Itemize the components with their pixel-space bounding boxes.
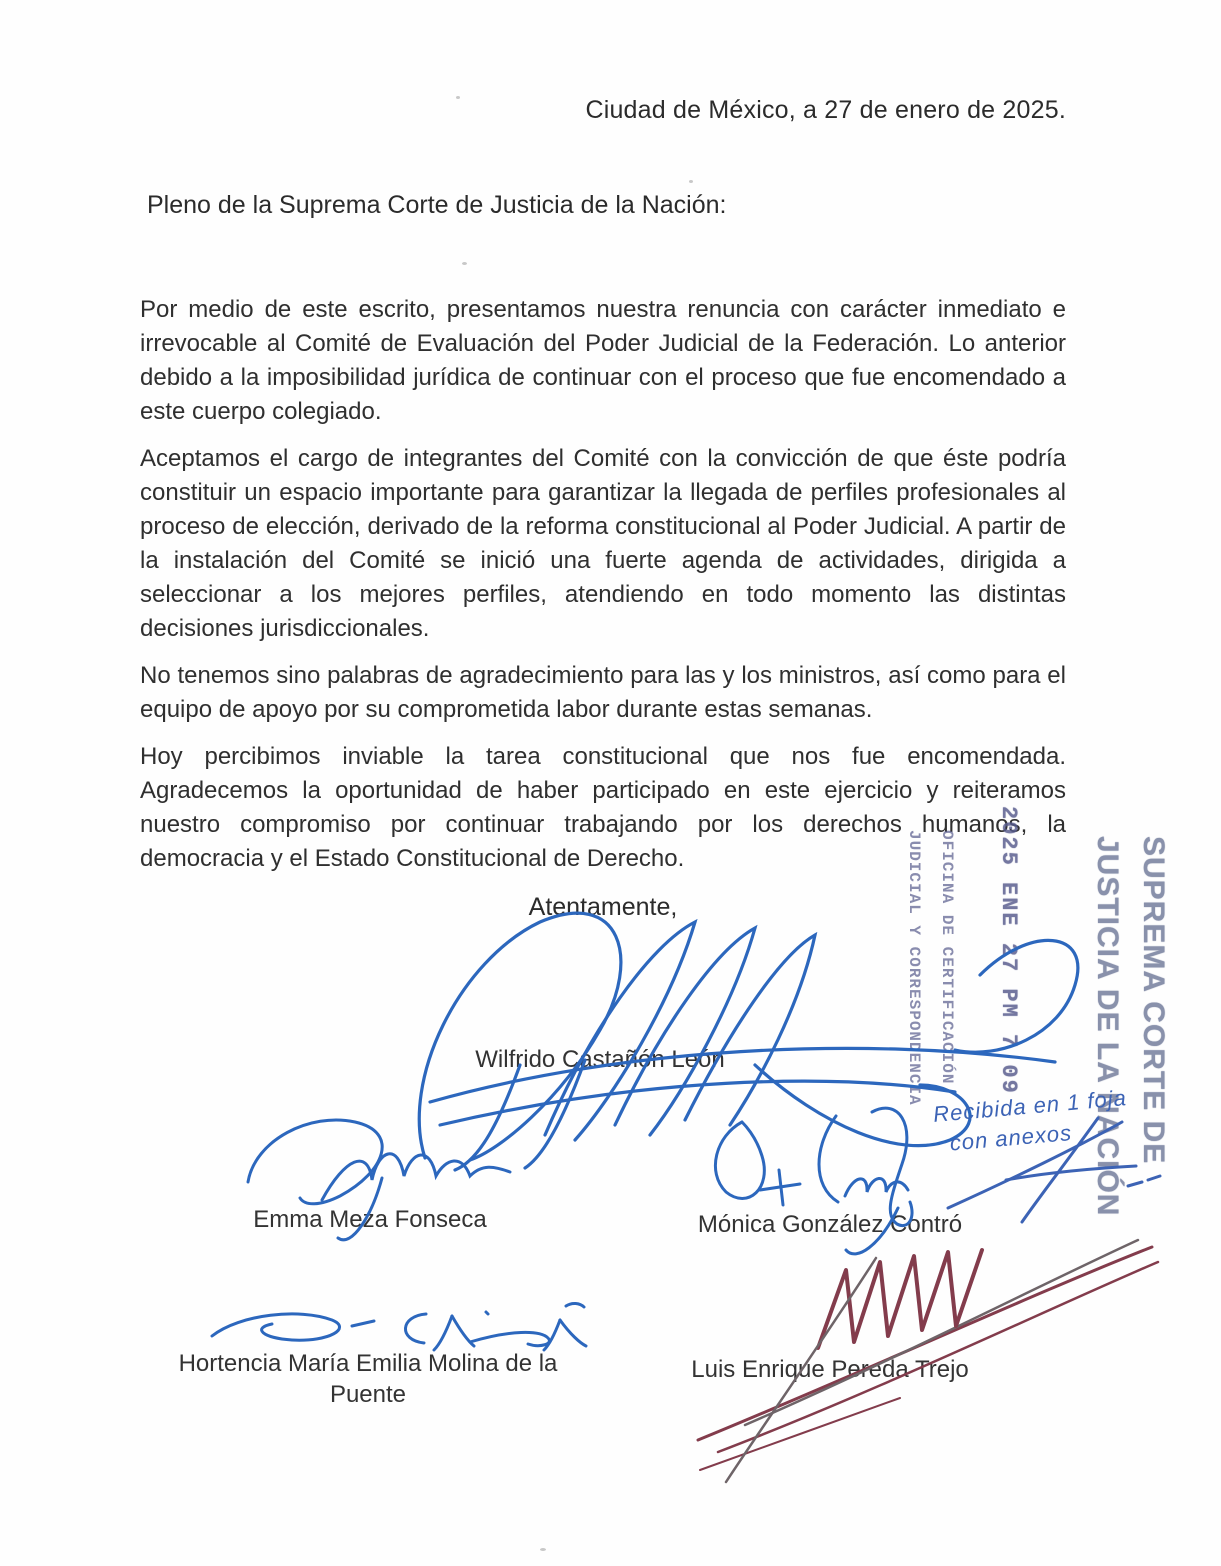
received-stamp-office: [897, 830, 963, 1106]
scan-speck: [456, 96, 460, 99]
paragraph-4: Hoy percibimos inviable la tarea constitucional que nos fue encomendada. Agradecemos la oportunidad de haber participado en este ejercicio y reiteramos nuestro compromiso por continuar trabajando por los derechos humanos, la democracia y el Estado Constitucional de Derecho.: [140, 743, 1066, 872]
recipient-line: Pleno de la Suprema Corte de Justicia de la Nación:: [147, 191, 727, 219]
scan-speck: [689, 180, 693, 183]
handwritten-note-line1: Recibida en 1 foja: [932, 1085, 1128, 1127]
scan-speck: [462, 262, 467, 265]
signature-hortencia: [212, 1303, 586, 1350]
closing-salutation: Atentamente,: [528, 893, 678, 921]
signatory-name-monica: Mónica González Contró: [697, 1211, 963, 1238]
scjn-stamp: [1084, 836, 1176, 1216]
scan-speck: [540, 1548, 546, 1551]
letter-body: [140, 293, 1066, 889]
paragraph-3: No tenemos sino palabras de agradecimiento para las y los ministros, así como para el equipo de apoyo por su comprometida labor durante estas semanas.: [140, 662, 1066, 723]
signatory-name-luis: Luis Enrique Pereda Trejo: [691, 1356, 969, 1383]
paragraph-2: Aceptamos el cargo de integrantes del Comité con la convicción de que éste podría constituir un espacio importante para garantizar la llegada de perfiles profesionales al proceso de elección, derivado de la reforma constitucional al Poder Judicial. A partir de la instalación del Comité se inició una fuerte agenda de actividades, dirigida a seleccionar a los mejores perfiles, atendiendo en todo momento las distintas decisiones jurisdiccionales.: [140, 445, 1066, 642]
scjn-stamp-line2: JUSTICIA DE LA NACIÓN: [1091, 836, 1124, 1217]
signatory-name-emma: Emma Meza Fonseca: [253, 1206, 487, 1233]
handwritten-note-line2: con anexos: [948, 1119, 1073, 1156]
signatory-name-hortencia: Hortencia María Emilia Molina de la Puente: [178, 1350, 558, 1408]
paragraph-1: Por medio de este escrito, presentamos nuestra renuncia con carácter inmediato e irrevocable al Comité de Evaluación del Poder Judicial de la Federación. Lo anterior debido a la imposibilidad jurídica de continuar con el proceso que fue encomendado a este cuerpo colegiado.: [140, 296, 1066, 425]
received-stamp-office-line2: JUDICIAL Y CORRESPONDENCIA: [905, 830, 923, 1106]
signatory-name-wilfrido: Wilfrido Castañón León: [475, 1046, 725, 1073]
received-stamp-datetime: 2025 ENE 27 PM 7 09: [996, 806, 1021, 1095]
scjn-stamp-line1: SUPREMA CORTE DE: [1137, 836, 1170, 1165]
received-stamp-office-line1: OFICINA DE CERTIFICACIÓN: [938, 830, 956, 1085]
date-line: Ciudad de México, a 27 de enero de 2025.: [585, 96, 1066, 124]
